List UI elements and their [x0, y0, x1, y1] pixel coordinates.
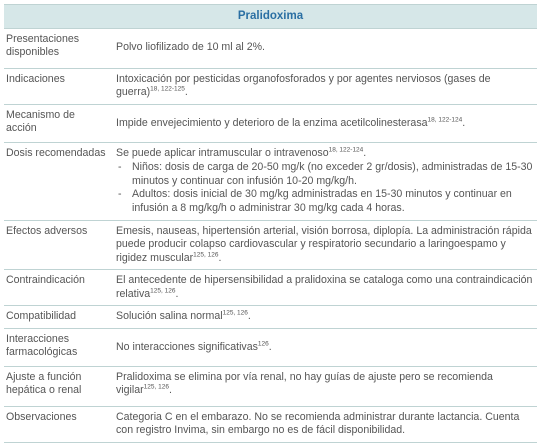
row-value: Pralidoxima se elimina por vía renal, no hay guías de ajuste pero se recomienda vigilar$^{125, 126}$.: [110, 366, 537, 406]
bullet-dash: -: [118, 188, 122, 201]
row-value: Se puede aplicar intramuscular o intravenoso$^{18, 122-124}$. - Niños: dosis de carga de 20-50 mg/k (no exceder 2 gr/dosis), administradas de 15-30 minutos y continuar con infusión 10-20 mg/kg/h. - Adultos: dosis inicial de 30 mg/kg administradas en 15-30 minutos y continuar en infusión a 8 mg/kg/h o administrar 30 mg/kg cada 4 horas.: [110, 142, 537, 220]
row-label: Contraindicación: [4, 270, 110, 306]
row-value: El antecedente de hipersensibilidad a pralidoxina se cataloga como una contraindicación relativa$^{125, 126}$.: [110, 270, 537, 306]
row-indicaciones: [4, 68, 537, 104]
row-value: Solución salina normal$^{125, 126}$.: [110, 306, 537, 329]
row-label: Ajuste a función hepática o renal: [4, 366, 110, 406]
row-value: No interacciones significativas$^{126}$.: [110, 328, 537, 366]
row-interacciones: [4, 328, 537, 366]
row-presentaciones: [4, 28, 537, 68]
row-contraindicacion: [4, 270, 537, 306]
row-label: Presentaciones disponibles: [4, 28, 110, 68]
row-value: Categoria C en el embarazo. No se recomienda administrar durante lactancia. Cuenta con registro Invima, sin embargo no es de fácil disponibilidad.: [110, 406, 537, 442]
list-item: - Niños: dosis de carga de 20-50 mg/k (no exceder 2 gr/dosis), administradas de 15-30 minutos y continuar con infusión 10-20 mg/kg/h.: [118, 161, 533, 187]
reference-superscript: 125, 126: [193, 251, 219, 259]
reference-superscript: 125, 126: [222, 309, 248, 317]
row-ajuste: [4, 366, 537, 406]
row-label: Interacciones farmacológicas: [4, 328, 110, 366]
row-value: Polvo liofilizado de 10 ml al 2%.: [110, 28, 537, 68]
row-observaciones: [4, 406, 537, 442]
row-label: Mecanismo de acción: [4, 104, 110, 142]
row-dosis: [4, 142, 537, 220]
reference-superscript: 18, 122-124: [427, 116, 463, 123]
row-label: Efectos adversos: [4, 220, 110, 270]
row-label: Indicaciones: [4, 68, 110, 104]
row-label: Observaciones: [4, 406, 110, 442]
reference-superscript: 125, 126: [143, 383, 169, 391]
row-compatibilidad: [4, 306, 537, 329]
reference-superscript: 125, 126: [150, 287, 176, 295]
reference-superscript: 18, 122-125: [150, 85, 185, 93]
table-title: Pralidoxima: [4, 5, 537, 29]
row-label: Dosis recomendadas: [4, 142, 110, 220]
list-item: - Adultos: dosis inicial de 30 mg/kg administradas en 15-30 minutos y continuar en infusión a 8 mg/kg/h o administrar 30 mg/kg cada 4 horas.: [118, 188, 512, 214]
row-value: Impide envejecimiento y deterioro de la enzima acetilcolinesterasa$^{18, 122-124}$.: [110, 104, 537, 142]
row-value: Intoxicación por pesticidas organofosforados y por agentes nerviosos (gases de guerra)$^{18, 122-125}$.: [110, 68, 537, 104]
row-mecanismo: [4, 104, 537, 142]
reference-superscript: 126: [257, 340, 269, 348]
dose-list: [116, 161, 533, 215]
row-value: Emesis, nauseas, hipertensión arterial, visión borrosa, diplopía. La administración rápida puede producir colapso cardiovascular y respiratorio secundario a laringoespamo y rigidez muscular$^{125, 126}$.: [110, 220, 537, 270]
drug-monograph-table: [4, 4, 537, 443]
bullet-dash: -: [118, 161, 122, 174]
row-label: Compatibilidad: [4, 306, 110, 329]
reference-superscript: 18, 122-124: [328, 146, 364, 154]
row-efectos: [4, 220, 537, 270]
